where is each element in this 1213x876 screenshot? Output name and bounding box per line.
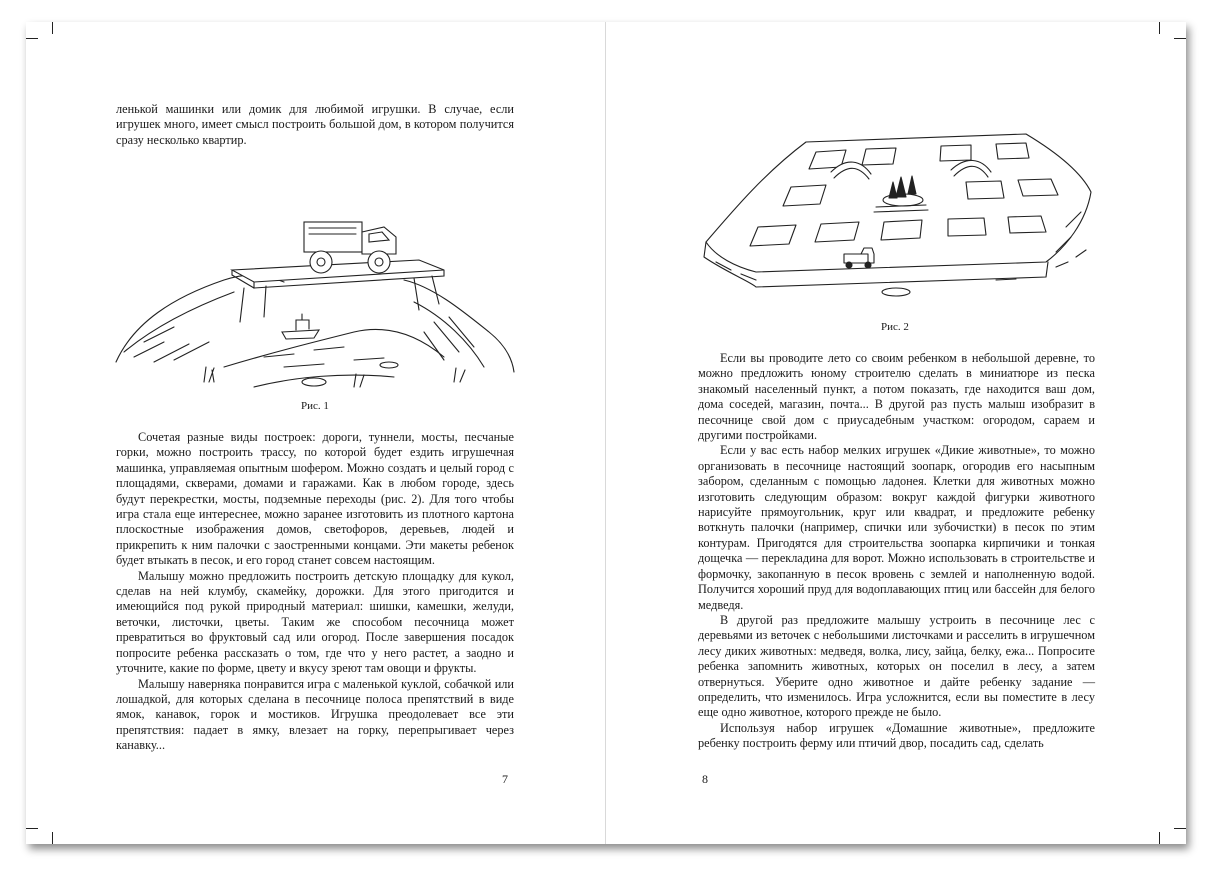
right-paragraph-2: Если у вас есть набор мелких игрушек «Дикие животные», то можно организовать в песочнице настоящий зоопарк, огородив его насыпным забором, сделанным с помощью ладонея. Клетки для животных можно изготовить следующим образом: вокруг каждой фигурки животного нарисуйте прямоугольник, круг или квадрат, и предложите ребенку воткнуть палочки (например, спички или зубочистки) в песок по этим контурам. Пригодятся для строительства зоопарка кирпичики и тонкая дощечка — перекладина для ворот. Можно использовать в строительстве и формочку, закопанную в песок вровень с землей и наполненную водой. Получится хороший пруд для водоплавающих птиц или бассейн для белого медведя. (698, 443, 1095, 612)
left-top-text (116, 102, 514, 148)
right-paragraph-1: Если вы проводите лето со своим ребенком в небольшой деревне, то можно предложить юному строителю сделать в миниатюре из песка знакомый населенный пункт, а потом показать, где находится ваш дом, дома соседей, магазин, почта... В другой раз пусть малыш изобразит в песочнице свой дом с приусадебным участком: огородом, сараем и другими постройками. (698, 351, 1095, 443)
page-gutter (605, 22, 606, 844)
crop-mark (1159, 832, 1160, 844)
left-page (26, 22, 606, 844)
crop-mark (52, 22, 53, 34)
crop-mark (1159, 22, 1160, 34)
left-paragraph-2: Малышу можно предложить построить детскую площадку для кукол, сделав на ней клумбу, скамейку, дорожки. Для этого пригодится и имеющийся под рукой природный материал: шишки, камешки, желуди, веточки, листочки, цветы. Таким же способом песочница может превратиться во фруктовый сад или огород. После завершения посадок попросите ребенка рассказать о том, где что у него растет, а заодно и уточните, какие по форме, цвету и вкусу зреют там овощи и фрукты. (116, 568, 514, 676)
right-body-text (698, 351, 1095, 752)
left-paragraph-1: Сочетая разные виды построек: дороги, туннели, мосты, песчаные горки, можно построить трассу, по которой будет ездить игрушечная машинка, управляемая опытным шофером. Можно создать и целый город с площадями, скверами, домами и гаражами. Как в любом городе, здесь будут перекрестки, мосты, подземные переходы (рис. 2). Для того чтобы игра стала еще интереснее, можно заранее изготовить из плотного картона плоскостные изображения домов, светофоров, деревьев, людей и прикрепить к ним палочки с заостренными концами. Эти макеты ребенок будет втыкать в песок, и его город станет совсем настоящим. (116, 430, 514, 568)
page-number-right: 8 (702, 772, 708, 786)
crop-mark (52, 832, 53, 844)
right-paragraph-3: В другой раз предложите малышу устроить в песочнице лес с деревьями из веточек с небольшими листочками и расселить в игрушечном лесу диких животных: медведя, волка, лису, зайца, белку, ежа... Попросите ребенка запомнить животных, которых он поселил в лесу, а затем отвернуться. Уберите одно животное и дайте ребенку задание — определить, что изменилось. Игра усложнится, если вы поместите в лесу еще одно животное, которого прежде не было. (698, 612, 1095, 720)
figure-1-illustration (114, 182, 516, 397)
crop-mark (1174, 828, 1186, 829)
left-paragraph-3: Малышу наверняка понравится игра с маленькой куклой, собачкой или лошадкой, для которых сделана в песочнице полоса препятствий в виде ямок, канавок, горок и мостиков. Игрушка преодолевает все эти препятствия: падает в ямку, влезает на горку, перепрыгивает через канавку... (116, 676, 514, 753)
crop-mark (26, 38, 38, 39)
figure-2-caption: Рис. 2 (881, 321, 909, 333)
crop-mark (26, 828, 38, 829)
right-paragraph-4: Используя набор игрушек «Домашние животные», предложите ребенку построить ферму или птичий двор, посадить сад, сделать (698, 720, 1095, 751)
figure-1-caption: Рис. 1 (301, 400, 329, 412)
book-spread (26, 22, 1186, 844)
figure-2-illustration (696, 112, 1096, 312)
right-page (606, 22, 1186, 844)
crop-mark (1174, 38, 1186, 39)
page-number-left: 7 (502, 772, 508, 786)
left-top-paragraph: ленькой машинки или домик для любимой игрушки. В случае, если игрушек много, имеет смысл построить большой дом, в котором получится сразу несколько квартир. (116, 102, 514, 147)
left-body-text (116, 430, 514, 754)
